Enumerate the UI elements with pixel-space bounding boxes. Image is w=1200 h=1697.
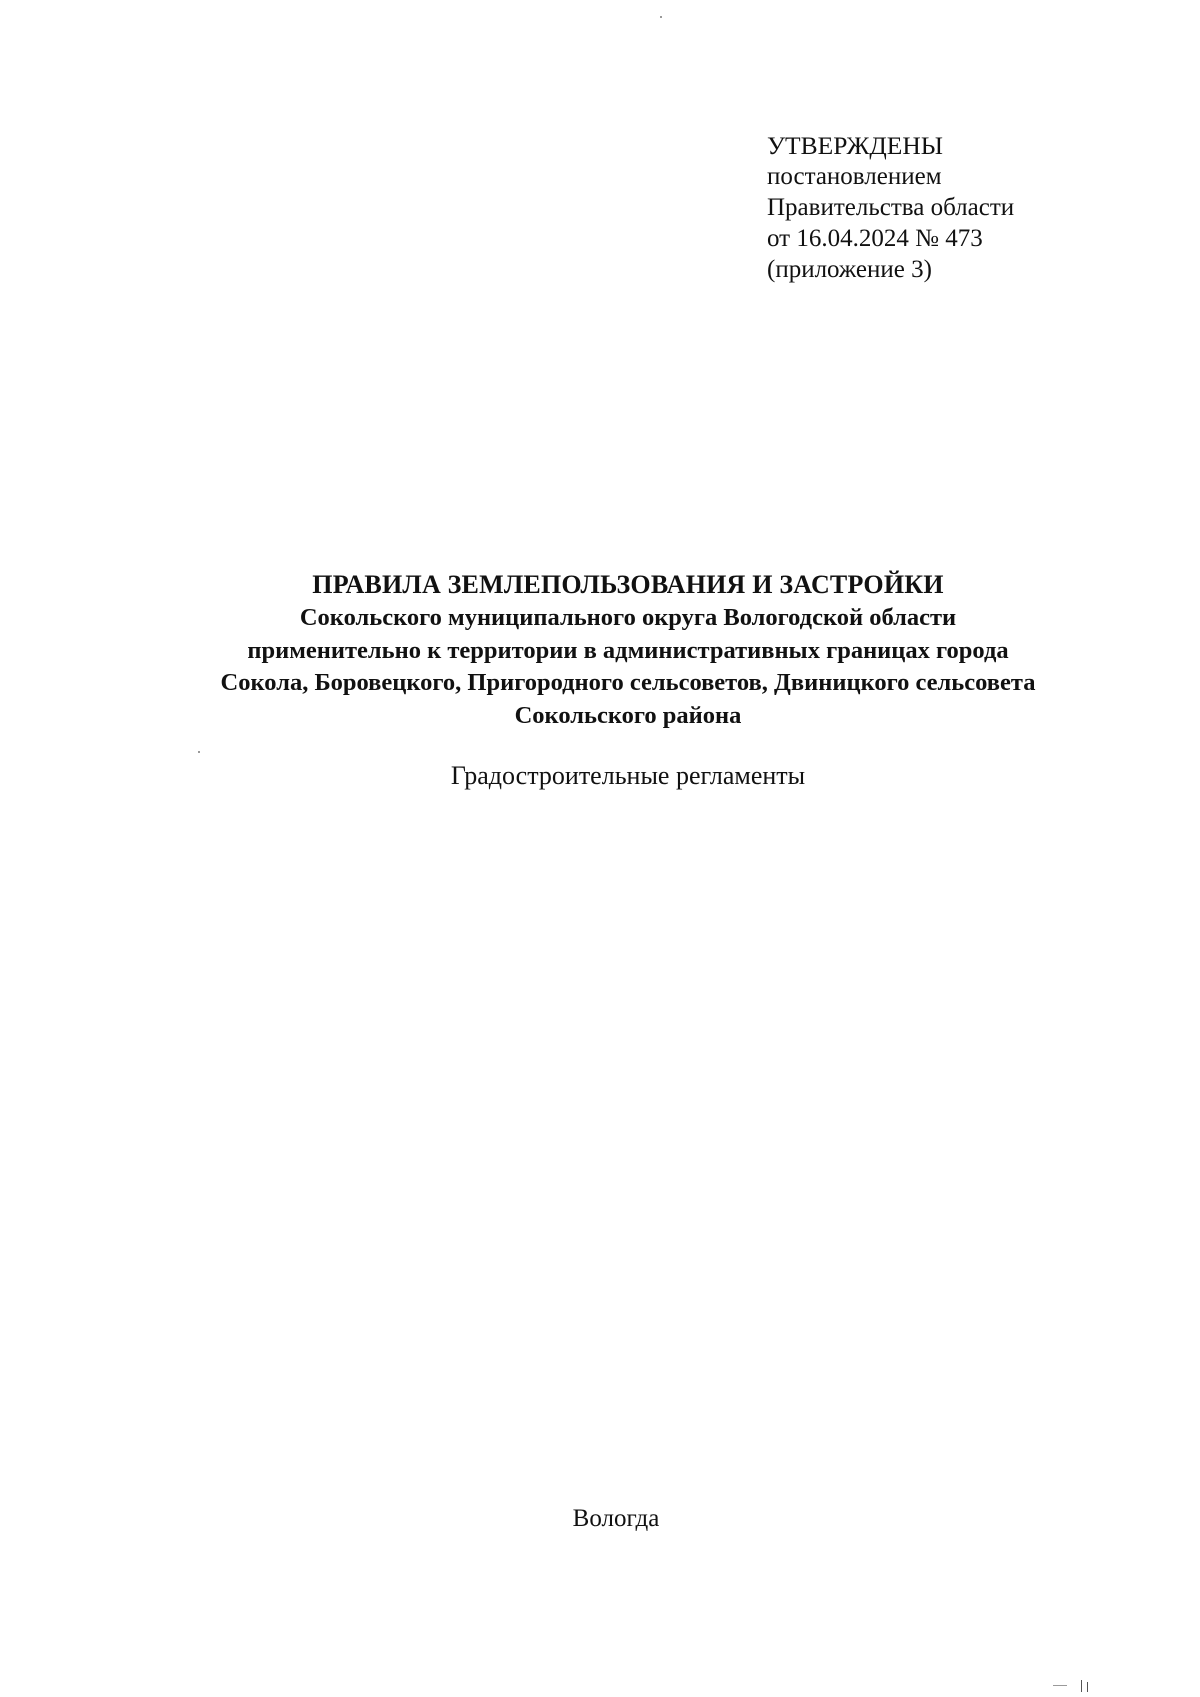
approval-appendix: (приложение 3) — [767, 256, 932, 283]
title-subtitle-line: Сокола, Боровецкого, Пригородного сельсоветов, Двиницкого сельсовета — [220, 669, 1036, 696]
scan-artifact — [1087, 1682, 1088, 1692]
publication-city: Вологда — [572, 1505, 660, 1532]
scan-artifact — [1053, 1685, 1067, 1686]
document-title: ПРАВИЛА ЗЕМЛЕПОЛЬЗОВАНИЯ И ЗАСТРОЙКИ — [312, 570, 944, 599]
scan-artifact — [660, 16, 662, 18]
scan-artifact — [198, 751, 200, 753]
title-subtitle-line: Сокольского муниципального округа Вологодской области — [299, 604, 957, 631]
document-title-block — [0, 568, 1200, 732]
approval-block — [767, 130, 1014, 285]
approval-line: постановлением — [767, 163, 942, 190]
scan-artifact — [1081, 1680, 1082, 1692]
title-subtitle-line: Сокольского района — [514, 701, 742, 729]
approval-line: Правительства области — [767, 194, 1015, 221]
approval-heading: УТВЕРЖДЕНЫ — [767, 131, 943, 160]
section-name: Градостроительные регламенты — [450, 761, 806, 790]
approval-date-number: от 16.04.2024 № 473 — [767, 225, 983, 252]
title-subtitle-line: применительно к территории в административных границах города — [247, 636, 1009, 664]
